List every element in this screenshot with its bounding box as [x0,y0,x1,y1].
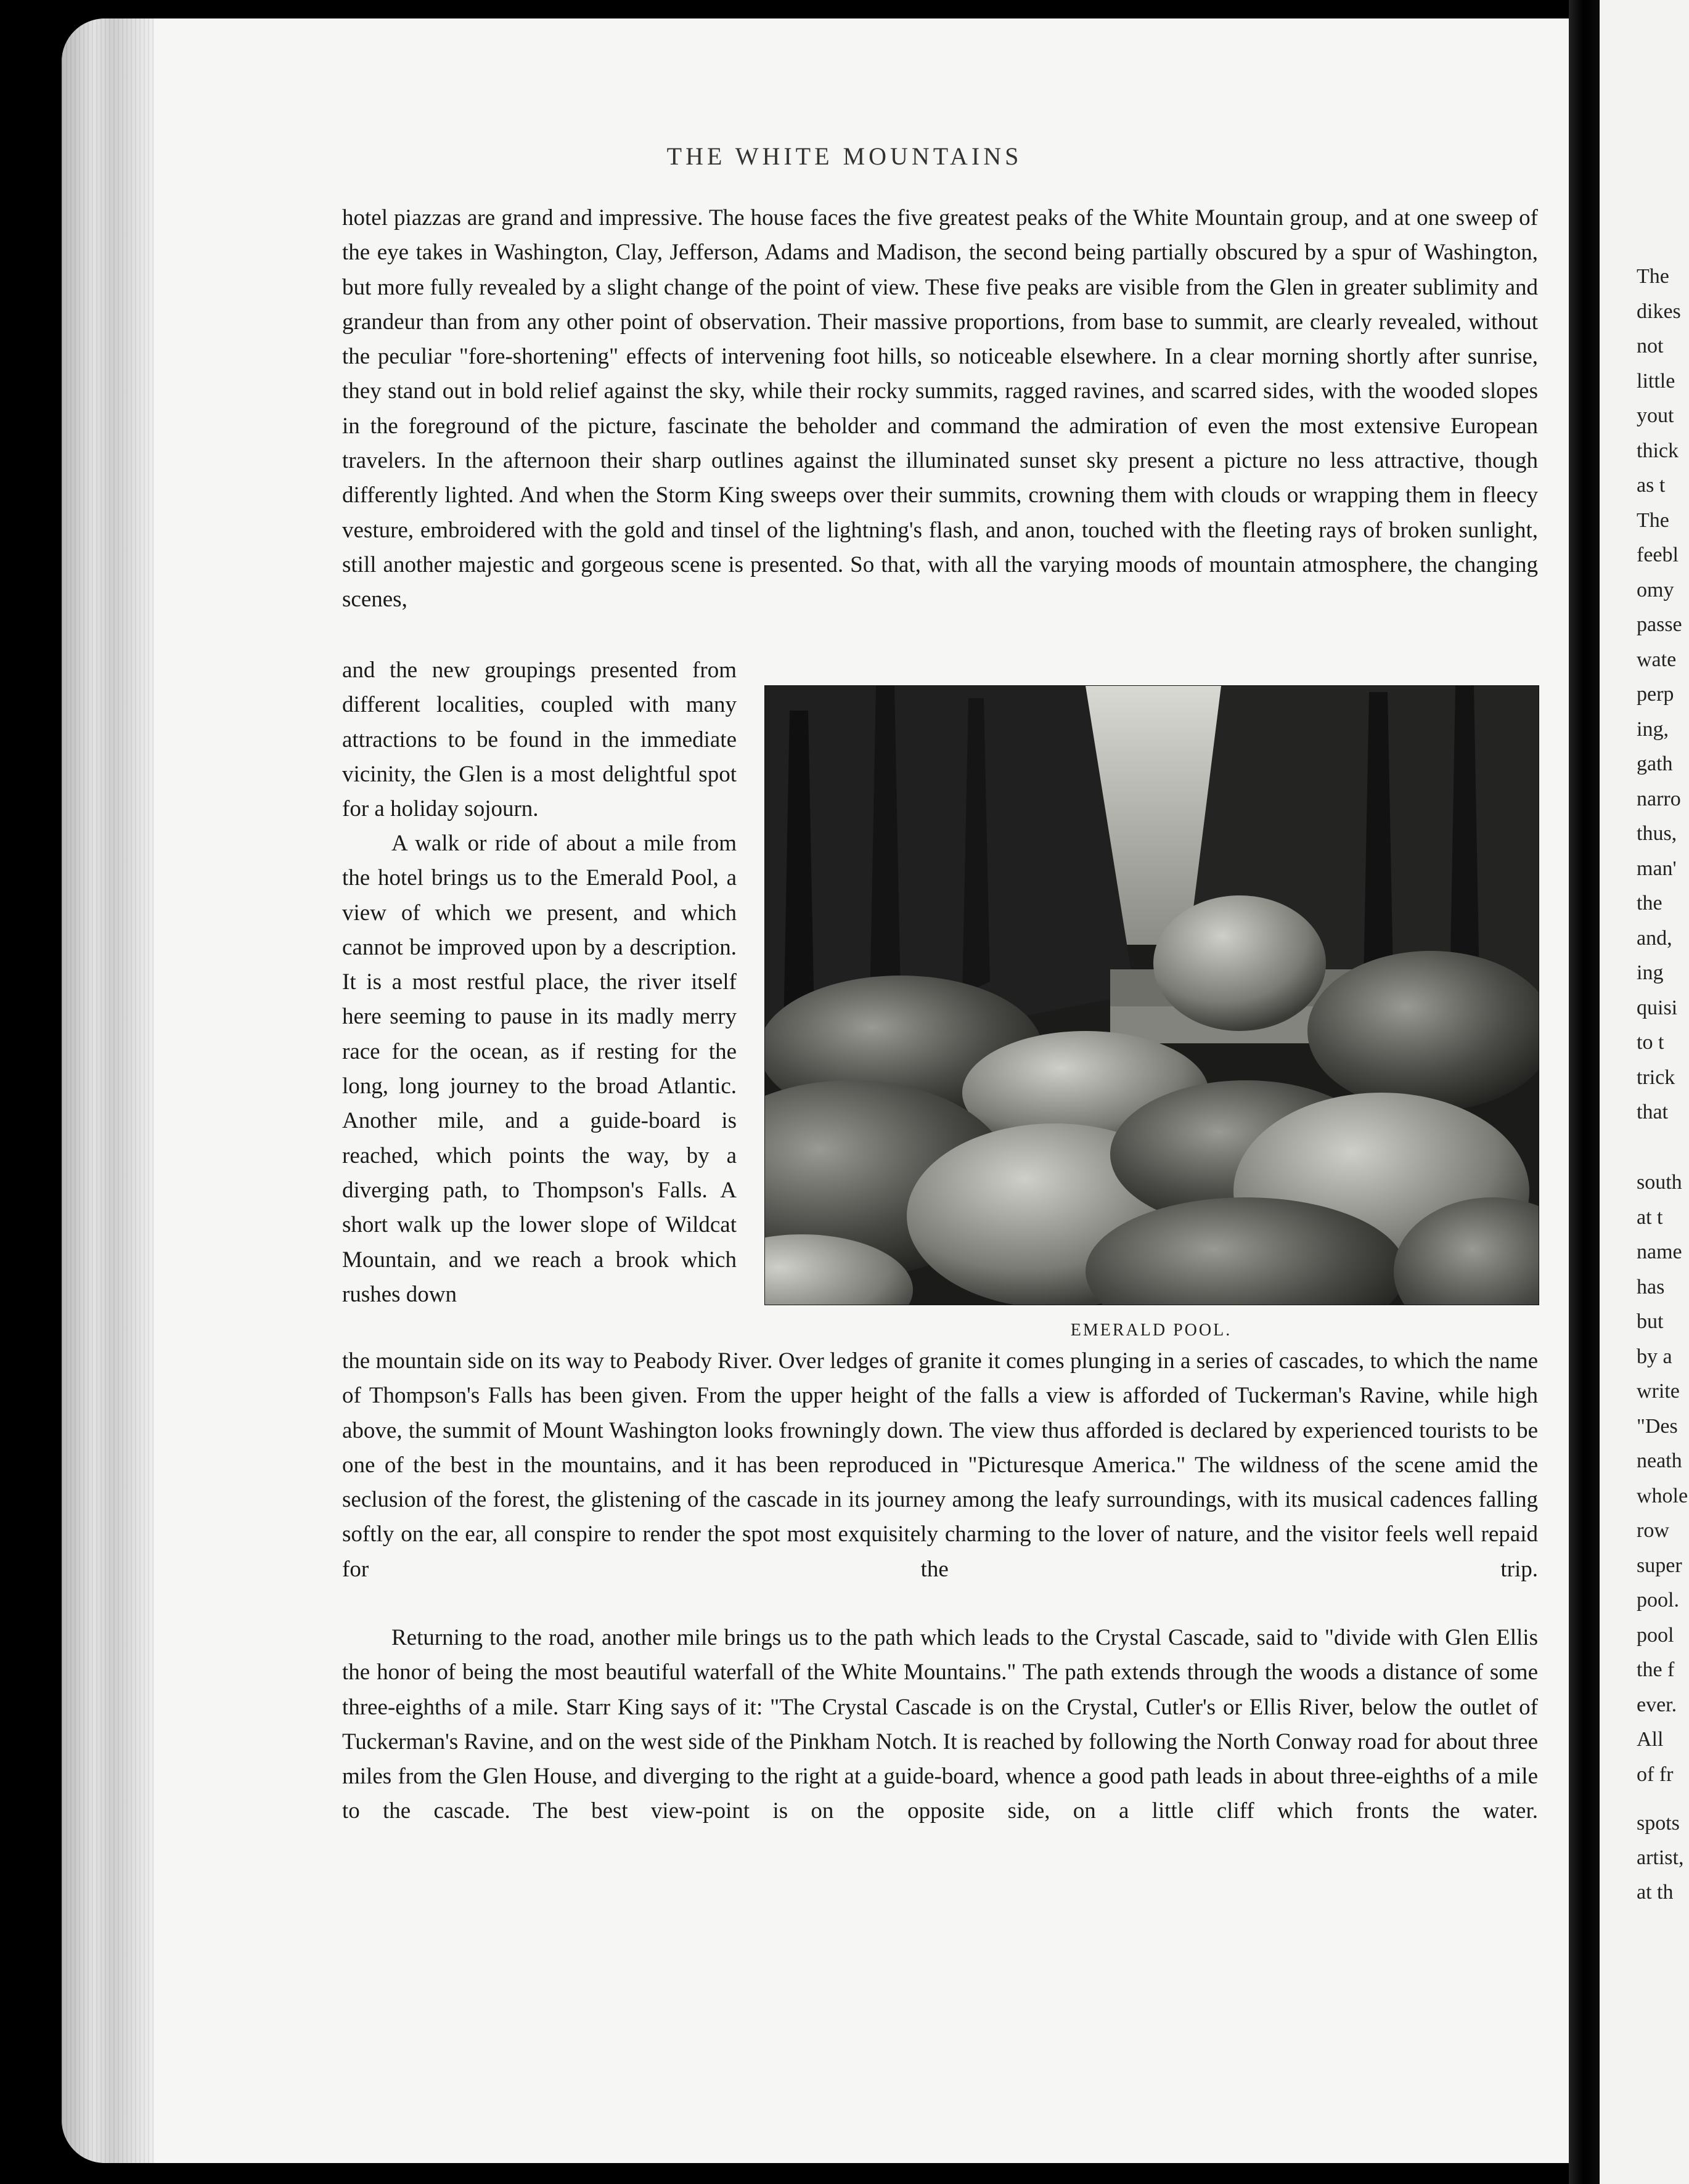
right-page-fragment: little [1637,369,1675,393]
right-page-fragment: whole [1637,1484,1688,1507]
right-page-fragment: thick [1637,439,1679,462]
paragraph-full-width: the mountain side on its way to Peabody River. Over ledges of granite it comes plunging in a series of cascades, to which the name of Thompson's Falls has been given. From the upper height of the falls a view is afforded of Tuckerman's Ravine, while high above, the summit of Mount Washington looks frowningly down. The view thus afforded is declared by experienced tourists to be one of the best in the mountains, and it has been reproduced in "Picturesque America." The wildness of the scene amid the seclusion of the forest, the glistening of the cascade in its journey among the leafy surroundings, with its musical cadences falling softly on the ear, all conspire to render the spot most exquisitely charming to the lover of nature, and the visitor feels well repaid for the trip. [342,1348,1538,1582]
right-page-fragment: neath [1637,1449,1682,1472]
right-page-fragment: "Des [1637,1414,1678,1438]
right-page-fragment: narro [1637,787,1681,810]
right-page-fragment: ing, [1637,717,1669,741]
right-page-fragment: yout [1637,404,1674,427]
right-page-fragment: at th [1637,1881,1674,1904]
right-page-fragment: thus, [1637,822,1677,845]
right-page-fragment: write [1637,1380,1680,1403]
right-page-fragment: south [1637,1171,1682,1194]
emerald-pool-photograph-drawing [765,686,1539,1305]
right-page-fragment: dikes [1637,299,1681,323]
right-page-fragment: of fr [1637,1762,1674,1786]
right-page-fragment: man' [1637,857,1677,880]
right-page-fragment: not [1637,335,1664,357]
page-edge-stack [62,18,154,2163]
right-page-fragment: pool. [1637,1589,1679,1612]
paragraph-top: hotel piazzas are grand and impressive. The house faces the five greatest peaks of the White Mountain group, and at one sweep of the eye takes in Washington, Clay, Jefferson, Adams and Madison, the second being partially obscured by a spur of Washington, but more fully revealed by a slight change of the point of view. These five peaks are visible from the Glen in greater sublimity and grandeur than from any other point of observation. Their massive proportions, from base to summit, are clearly revealed, without the peculiar "fore-shortening" effects of intervening foot hills, so noticeable elsewhere. In a clear morning shortly after sunrise, they stand out in bold relief against the sky, while their rocky summits, ragged ravines, and scarred sides, with the wooded slopes in the foreground of the picture, fascinate the beholder and command the admiration of even the most extensive European travelers. In the afternoon their sharp outlines against the illuminated sunset sky present a picture no less attractive, though differently lighted. And when the Storm King sweeps over their summits, crowning them with clouds or wrapping them in fleecy vesture, embroidered with the gold and tinsel of the lightning's flash, and anon, touched with the fleeting rays of broken sunlight, still another majestic and gorgeous scene is presented. So that, with all the varying moods of mountain atmosphere, the changing scenes, [342,205,1538,613]
right-page-fragment: quisi [1637,996,1678,1019]
right-page-fragment: at t [1637,1205,1663,1229]
right-page-fragment: The [1637,265,1669,288]
right-page-fragment: feebl [1637,544,1679,566]
right-page-fragment: to t [1637,1031,1664,1054]
right-page-fragment: artist, [1637,1846,1684,1869]
right-page-fragment: omy [1637,578,1674,601]
right-page-fragment: The [1637,508,1669,532]
right-page-fragment: but [1637,1310,1664,1333]
emerald-pool-photograph [764,685,1539,1305]
right-page-fragment: the f [1637,1658,1675,1681]
right-page-fragment: ing [1637,961,1664,984]
right-page-fragment: by a [1637,1345,1672,1368]
right-page-fragment: and, [1637,926,1672,950]
right-page-fragment: passe [1637,613,1682,636]
running-head: THE WHITE MOUNTAINS [666,142,1023,170]
figure-caption: EMERALD POOL. [1070,1321,1232,1340]
right-page-fragment: spots [1637,1812,1680,1835]
right-page-fragment: as t [1637,474,1666,497]
paragraph-crystal-cascade: Returning to the road, another mile brings us to the path which leads to the Crystal Cascade, said to "divide with Glen Ellis the honor of being the most beautiful waterfall of the White Mountains." The path extends through the woods a distance of some three-eighths of a mile. Starr King says of it: "The Crystal Cascade is on the Crystal, Cutler's or Ellis River, below the outlet of Tuckerman's Ravine, and on the west side of the Pinkham Notch. It is reached by following the North Conway road for about three miles from the Glen House, and diverging to the right at a guide-board, whence a good path leads in about three-eighths of a mile to the cascade. The best view-point is on the opposite side, on a little cliff which fronts the water. [342,1625,1538,1824]
right-page-fragment: All [1637,1728,1664,1751]
right-page-fragment: trick [1637,1066,1675,1089]
right-page-fragment: wate [1637,648,1677,671]
right-page-fragment: super [1637,1554,1682,1577]
right-page-fragment: gath [1637,752,1673,775]
right-page-fragment: the [1637,892,1662,915]
right-page-fragment: ever. [1637,1693,1677,1716]
right-page-fragment: has [1637,1275,1665,1298]
right-page-fragment: pool [1637,1623,1674,1647]
paragraph-narrow-1: and the new groupings presented from different localities, coupled with many attractions to be found in the immediate vicinity, the Glen is a most delightful spot for a holiday sojourn. [342,658,737,822]
right-page-fragment: name [1637,1241,1682,1263]
right-page-fragment: row [1637,1519,1669,1542]
paragraph-narrow-2: A walk or ride of about a mile from the hotel brings us to the Emerald Pool, a view of which we present, and which cannot be improved upon by a description. It is a most restful place, the river itself here seeming to pause in its madly merry race for the ocean, as if resting for the long, long journey to the broad Atlantic. Another mile, and a guide-board is reached, which points the way, by a diverging path, to Thompson's Falls. A short walk up the lower slope of Wildcat Mountain, and we reach a brook which rushes down [342,831,737,1307]
right-page-fragment: perp [1637,683,1674,706]
right-page-fragment: that [1637,1101,1668,1123]
